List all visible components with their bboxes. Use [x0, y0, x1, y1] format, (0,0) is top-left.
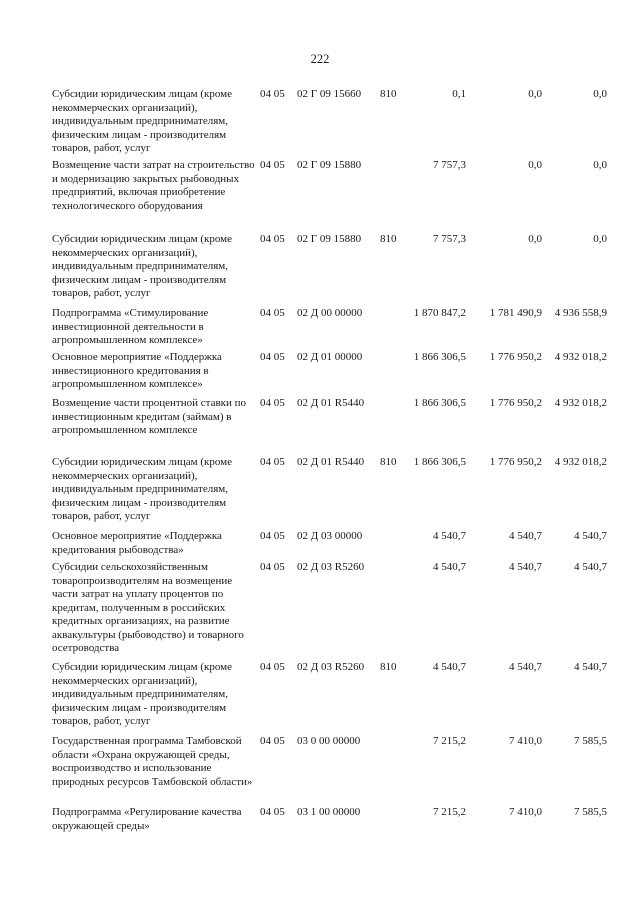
row-amount-2: 0,0: [528, 159, 542, 171]
row-amount-3: 0,0: [593, 233, 607, 245]
row-amount-3: 7 585,5: [574, 735, 607, 747]
row-name: Субсидии юридическим лицам (кроме некоммерческих организаций), индивидуальным предпринимателям, физическим лицам - производителям товаров, работ, услуг: [52, 456, 233, 522]
row-amount-2: 1 776 950,2: [489, 397, 542, 409]
row-target-article: 02 Г 09 15880: [297, 233, 362, 245]
row-amount-3: 7 585,5: [574, 806, 607, 818]
row-name: Подпрограмма «Регулирование качества окружающей среды»: [52, 806, 242, 832]
row-name: Основное мероприятие «Поддержка кредитования рыбоводства»: [52, 530, 222, 556]
row-target-article: 02 Д 03 R5260: [297, 561, 365, 573]
row-name: Подпрограмма «Стимулирование инвестиционной деятельности в агропромышленном комплексе»: [52, 307, 209, 346]
row-amount-1: 4 540,7: [433, 530, 466, 542]
row-section: 04 05: [260, 307, 285, 319]
row-amount-3: 4 932 018,2: [554, 351, 607, 363]
row-amount-3: 0,0: [593, 88, 607, 100]
row-amount-2: 4 540,7: [509, 561, 542, 573]
row-amount-1: 1 866 306,5: [413, 397, 466, 409]
row-amount-3: 4 540,7: [574, 561, 607, 573]
row-section: 04 05: [260, 88, 285, 100]
row-expense-type: 810: [380, 233, 397, 245]
row-target-article: 03 0 00 00000: [297, 735, 361, 747]
row-amount-1: 7 215,2: [433, 735, 466, 747]
row-section: 04 05: [260, 735, 285, 747]
row-section: 04 05: [260, 233, 285, 245]
row-amount-1: 1 870 847,2: [413, 307, 466, 319]
row-amount-3: 4 540,7: [574, 661, 607, 673]
row-amount-1: 4 540,7: [433, 561, 466, 573]
row-amount-1: 0,1: [452, 88, 466, 100]
row-amount-2: 7 410,0: [509, 735, 542, 747]
row-name: Возмещение части процентной ставки по инвестиционным кредитам (займам) в агропромышленном комплексе: [52, 397, 247, 436]
row-name: Государственная программа Тамбовской области «Охрана окружающей среды, воспроизводство и использование природных ресурсов Тамбовской области»: [52, 735, 253, 788]
row-expense-type: 810: [380, 88, 397, 100]
row-name: Субсидии юридическим лицам (кроме некоммерческих организаций), индивидуальным предпринимателям, физическим лицам - производителям товаров, работ, услуг: [52, 88, 233, 154]
row-target-article: 02 Д 01 R5440: [297, 397, 365, 409]
row-target-article: 03 1 00 00000: [297, 806, 361, 818]
row-amount-2: 1 781 490,9: [489, 307, 542, 319]
row-amount-3: 4 540,7: [574, 530, 607, 542]
row-section: 04 05: [260, 561, 285, 573]
row-target-article: 02 Г 09 15880: [297, 159, 362, 171]
row-name: Субсидии сельскохозяйственным товаропроизводителям на возмещение части затрат на уплату процентов по кредитам, полученным в российских кредитных организациях, на развитие аквакультуры (рыбоводство) и товарного осетроводства: [52, 561, 244, 654]
row-name: Субсидии юридическим лицам (кроме некоммерческих организаций), индивидуальным предпринимателям, физическим лицам - производителям товаров, работ, услуг: [52, 661, 233, 727]
row-amount-3: 4 932 018,2: [554, 456, 607, 468]
row-amount-2: 1 776 950,2: [489, 456, 542, 468]
row-amount-2: 1 776 950,2: [489, 351, 542, 363]
row-section: 04 05: [260, 530, 285, 542]
row-amount-1: 7 215,2: [433, 806, 466, 818]
row-amount-1: 4 540,7: [433, 661, 466, 673]
row-amount-2: 7 410,0: [509, 806, 542, 818]
row-target-article: 02 Д 03 00000: [297, 530, 363, 542]
row-amount-3: 4 936 558,9: [554, 307, 607, 319]
row-target-article: 02 Д 03 R5260: [297, 661, 365, 673]
row-target-article: 02 Д 01 00000: [297, 351, 363, 363]
page-number: 222: [310, 52, 330, 66]
row-name: Возмещение части затрат на строительство и модернизацию закрытых рыбоводных предприятий, включая приобретение технологического оборудования: [52, 159, 255, 212]
row-amount-1: 1 866 306,5: [413, 351, 466, 363]
row-amount-3: 4 932 018,2: [554, 397, 607, 409]
row-amount-1: 7 757,3: [433, 159, 466, 171]
row-expense-type: 810: [380, 661, 397, 673]
row-name: Основное мероприятие «Поддержка инвестиционного кредитования в агропромышленном комплексе»: [52, 351, 222, 390]
row-amount-1: 1 866 306,5: [413, 456, 466, 468]
row-expense-type: 810: [380, 456, 397, 468]
row-section: 04 05: [260, 159, 285, 171]
row-target-article: 02 Г 09 15660: [297, 88, 362, 100]
row-target-article: 02 Д 00 00000: [297, 307, 363, 319]
row-amount-2: 4 540,7: [509, 530, 542, 542]
row-amount-2: 4 540,7: [509, 661, 542, 673]
row-amount-2: 0,0: [528, 88, 542, 100]
row-amount-1: 7 757,3: [433, 233, 466, 245]
row-target-article: 02 Д 01 R5440: [297, 456, 365, 468]
row-amount-3: 0,0: [593, 159, 607, 171]
row-section: 04 05: [260, 456, 285, 468]
row-section: 04 05: [260, 397, 285, 409]
row-section: 04 05: [260, 806, 285, 818]
row-name: Субсидии юридическим лицам (кроме некоммерческих организаций), индивидуальным предпринимателям, физическим лицам - производителям товаров, работ, услуг: [52, 233, 233, 299]
row-section: 04 05: [260, 661, 285, 673]
row-amount-2: 0,0: [528, 233, 542, 245]
row-section: 04 05: [260, 351, 285, 363]
